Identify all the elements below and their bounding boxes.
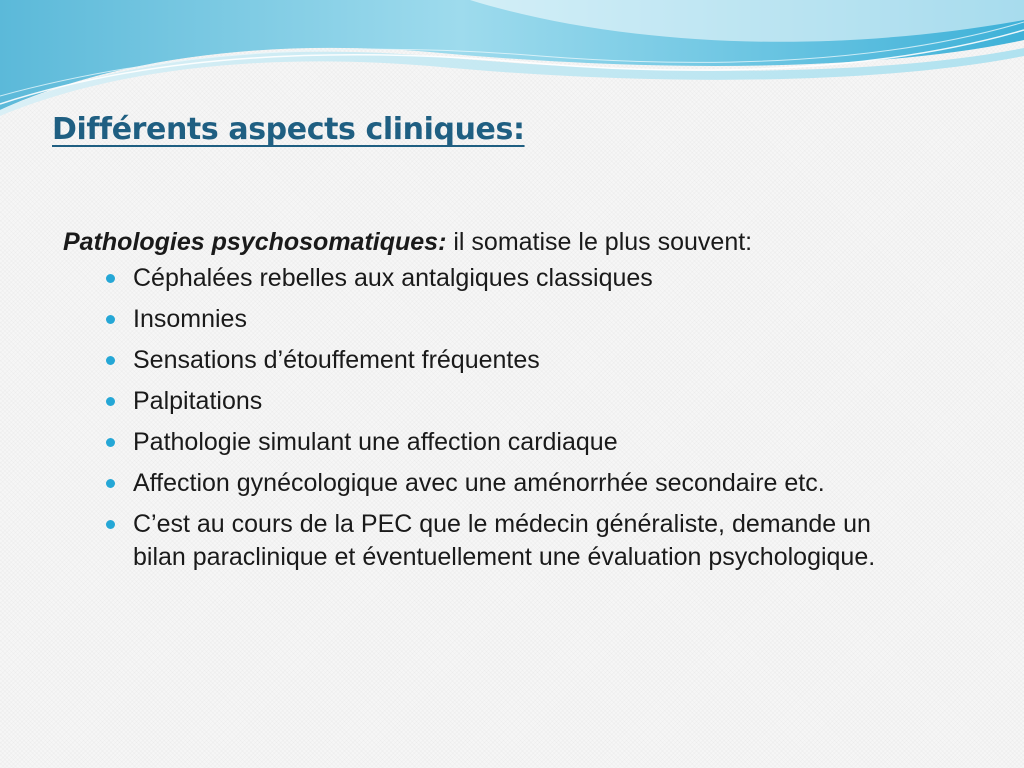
- list-item: [106, 303, 963, 336]
- symptom-list: [63, 262, 963, 574]
- list-item: [106, 262, 963, 295]
- intro-text: il somatise le plus souvent:: [446, 228, 753, 256]
- list-item-text: Affection gynécologique avec une aménorrhée secondaire etc.: [133, 469, 825, 497]
- bullet-dot-icon: [106, 479, 115, 488]
- intro-heading: Pathologies psychosomatiques:: [63, 228, 447, 256]
- header-wave-decoration: [0, 0, 1024, 120]
- list-item-text: C’est au cours de la PEC que le médecin généraliste, demande un bilan paraclinique et éventuellement une évaluation psychologique.: [133, 510, 876, 571]
- list-item-text: Palpitations: [133, 387, 263, 415]
- bullet-dot-icon: [106, 274, 115, 283]
- list-item-text: Insomnies: [133, 305, 247, 333]
- intro-line: [63, 226, 963, 258]
- list-item: [106, 426, 963, 459]
- list-item: [106, 508, 913, 574]
- bullet-dot-icon: [106, 315, 115, 324]
- bullet-dot-icon: [106, 397, 115, 406]
- bullet-dot-icon: [106, 520, 115, 529]
- list-item-text: Céphalées rebelles aux antalgiques classiques: [133, 264, 653, 292]
- bullet-dot-icon: [106, 438, 115, 447]
- list-item: [106, 344, 963, 377]
- bullet-dot-icon: [106, 356, 115, 365]
- list-item: [106, 467, 963, 500]
- list-item: [106, 385, 963, 418]
- slide-title: Différents aspects cliniques:: [52, 112, 525, 147]
- slide-content: [63, 226, 963, 582]
- list-item-text: Pathologie simulant une affection cardiaque: [133, 428, 618, 456]
- list-item-text: Sensations d’étouffement fréquentes: [133, 346, 540, 374]
